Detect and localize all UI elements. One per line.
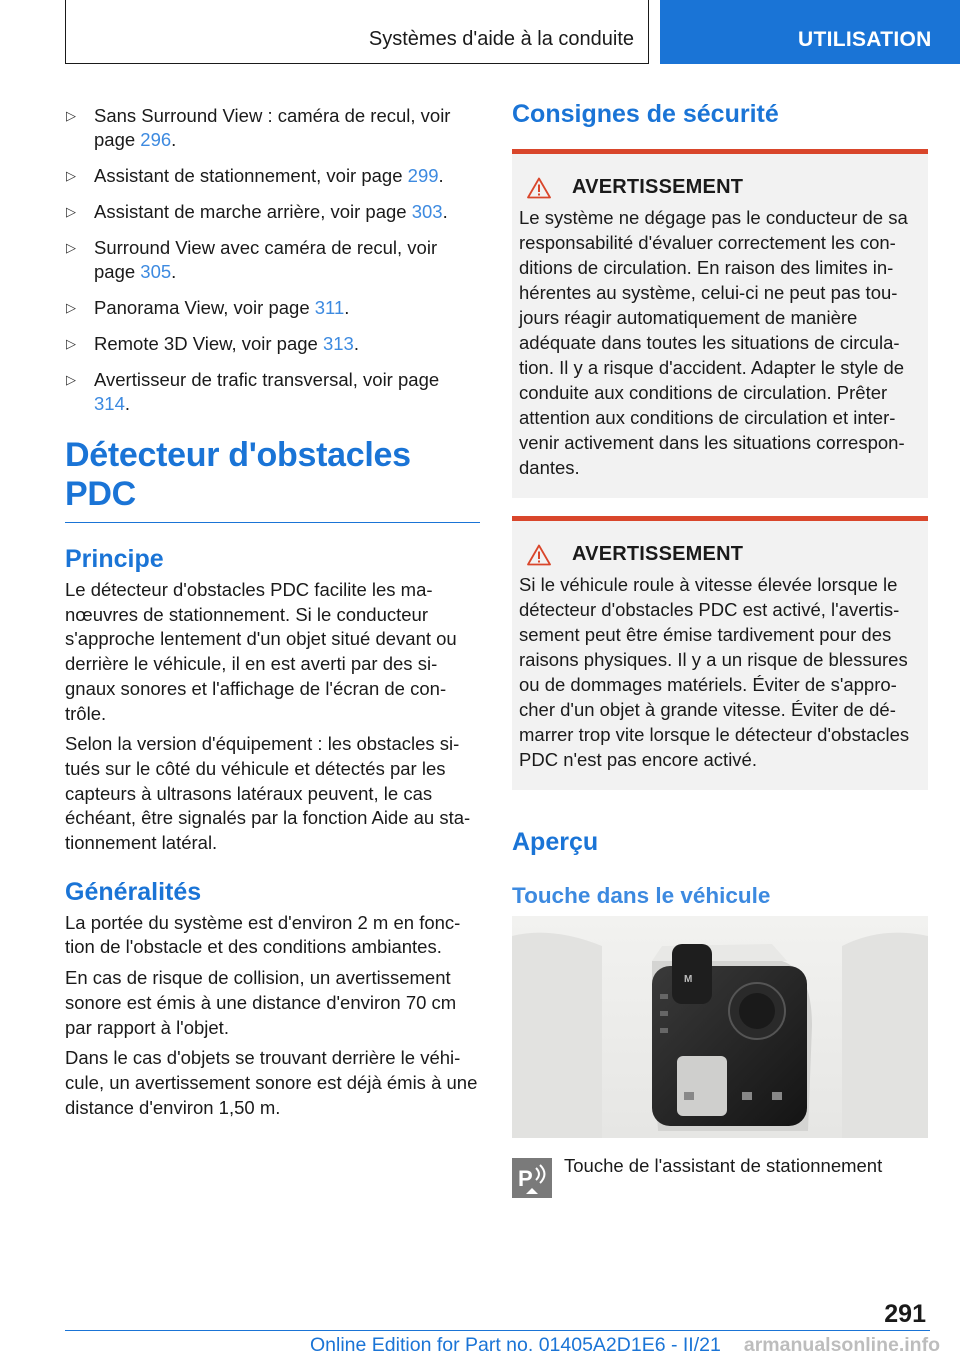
running-header-section — [65, 0, 649, 64]
page-link[interactable]: 311 — [314, 297, 345, 318]
list-item: ▷ Sans Surround View : caméra de recul, voir page 296. — [66, 105, 451, 150]
header-section-title: Systèmes d'aide à la conduite — [368, 28, 634, 50]
generalites-paragraph-3: Dans le cas d'objets se trouvant derrière le véhicule, un avertissement sonore est déjà émis à une distance d'environ 1,50 m. — [65, 1047, 478, 1118]
generalites-heading: Généralités — [65, 877, 202, 906]
triangle-bullet-icon: ▷ — [66, 372, 76, 387]
edition-footer: Online Edition for Part no. 01405A2D1E6 - II/21 — [310, 1334, 721, 1356]
list-item: ▷ Avertisseur de trafic transversal, voir page 314. — [66, 369, 440, 414]
page-link[interactable]: 296 — [140, 129, 172, 150]
page-link[interactable]: 313 — [322, 333, 354, 354]
touche-heading: Touche dans le véhicule — [512, 883, 771, 908]
footer-divider — [65, 1330, 930, 1331]
svg-text:P: P — [518, 1166, 533, 1191]
warning-text: Le système ne dégage pas le conducteur de sa responsabilité d'évaluer correctement les conditions de circulation. En raison des limites inhérentes au système, celui-ci ne peut pas toujours réagir automatiquement de manière adéquate dans toutes les situations de circulation. Il y a risque d'accident. Adapter le style de conduite aux conditions de circulation. Prêter attention aux conditions de circulation et intervenir activement dans les situations correspondantes. — [519, 207, 908, 478]
main-title: Détecteur d'obstacles PDC — [65, 436, 480, 523]
right-column — [512, 100, 928, 909]
page-link[interactable]: 314 — [94, 393, 125, 414]
page-link[interactable]: 305 — [140, 261, 172, 282]
header-chapter-title: UTILISATION — [798, 28, 932, 51]
watermark: armanualsonline.info — [743, 1334, 940, 1356]
page-number: 291 — [884, 1300, 926, 1328]
principe-paragraph-2: Selon la version d'équipement : les obstacles situés sur le côté du véhicule et détectés par les capteurs à ultrasons latéraux peuvent, le cas échéant, être signalés par la fonction Aide au stationnement latéral. — [65, 733, 471, 854]
list-item: ▷ Assistant de marche arrière, voir page 303. — [66, 201, 448, 222]
triangle-bullet-icon: ▷ — [66, 240, 76, 255]
warning-triangle-icon — [527, 544, 551, 566]
parking-assist-button-icon — [512, 1158, 552, 1198]
center-console-photo — [512, 916, 928, 1138]
triangle-bullet-icon: ▷ — [66, 108, 76, 123]
warning-header — [519, 543, 922, 566]
apercu-heading: Aperçu — [512, 828, 599, 856]
center-console-illustration — [512, 916, 928, 1138]
principe-heading: Principe — [65, 545, 164, 573]
triangle-bullet-icon: ▷ — [66, 204, 76, 219]
page-link[interactable]: 303 — [411, 201, 443, 222]
warning-box — [512, 149, 928, 498]
warning-title: AVERTISSEMENT — [572, 543, 744, 565]
warning-header — [519, 176, 922, 199]
principe-paragraph-1: Le détecteur d'obstacles PDC facilite les manœuvres de stationnement. Si le conducteur s'approche lentement d'un objet situé devant ou derrière le véhicule, il en est averti par des signaux sonores et l'affichage de l'écran de contrôle. — [65, 579, 457, 724]
cross-reference-list — [65, 104, 480, 416]
generalites-paragraph-1: La portée du système est d'environ 2 m en fonction de l'obstacle et des conditions ambiantes. — [65, 911, 461, 958]
list-item: ▷ Panorama View, voir page 311. — [66, 297, 350, 318]
list-item: ▷ Remote 3D View, voir page 313. — [66, 333, 359, 354]
running-header-chapter — [660, 0, 960, 64]
consignes-heading: Consignes de sécurité — [512, 100, 779, 128]
triangle-bullet-icon: ▷ — [66, 300, 76, 315]
left-column — [65, 104, 480, 1126]
warning-triangle-icon — [527, 177, 551, 199]
triangle-bullet-icon: ▷ — [66, 168, 76, 183]
generalites-paragraph-2: En cas de risque de collision, un avertissement sonore est émis à une distance d'environ 70 cm par rapport à l'objet. — [65, 967, 457, 1038]
warning-text: Si le véhicule roule à vitesse élevée lorsque le détecteur d'obstacles PDC est activé, l'avertissement peut être émise tardivement pour des raisons physiques. Il y a un risque de blessures ou de dommages matériels. Éviter de s'approcher d'un objet à grande vitesse. Éviter de démarrer trop vite lorsque le détecteur d'obstacles PDC n'est pas encore activé. — [519, 574, 910, 770]
svg-text:M: M — [684, 974, 693, 985]
warning-title: AVERTISSEMENT — [572, 176, 744, 198]
warning-box — [512, 516, 928, 790]
list-item: ▷ Assistant de stationnement, voir page 299. — [66, 165, 444, 186]
caption-text: Touche de l'assistant de stationnement — [564, 1155, 883, 1176]
list-item: ▷ Surround View avec caméra de recul, voir page 305. — [66, 237, 438, 282]
page-link[interactable]: 299 — [407, 165, 439, 186]
photo-caption — [512, 1155, 928, 1199]
triangle-bullet-icon: ▷ — [66, 336, 76, 351]
